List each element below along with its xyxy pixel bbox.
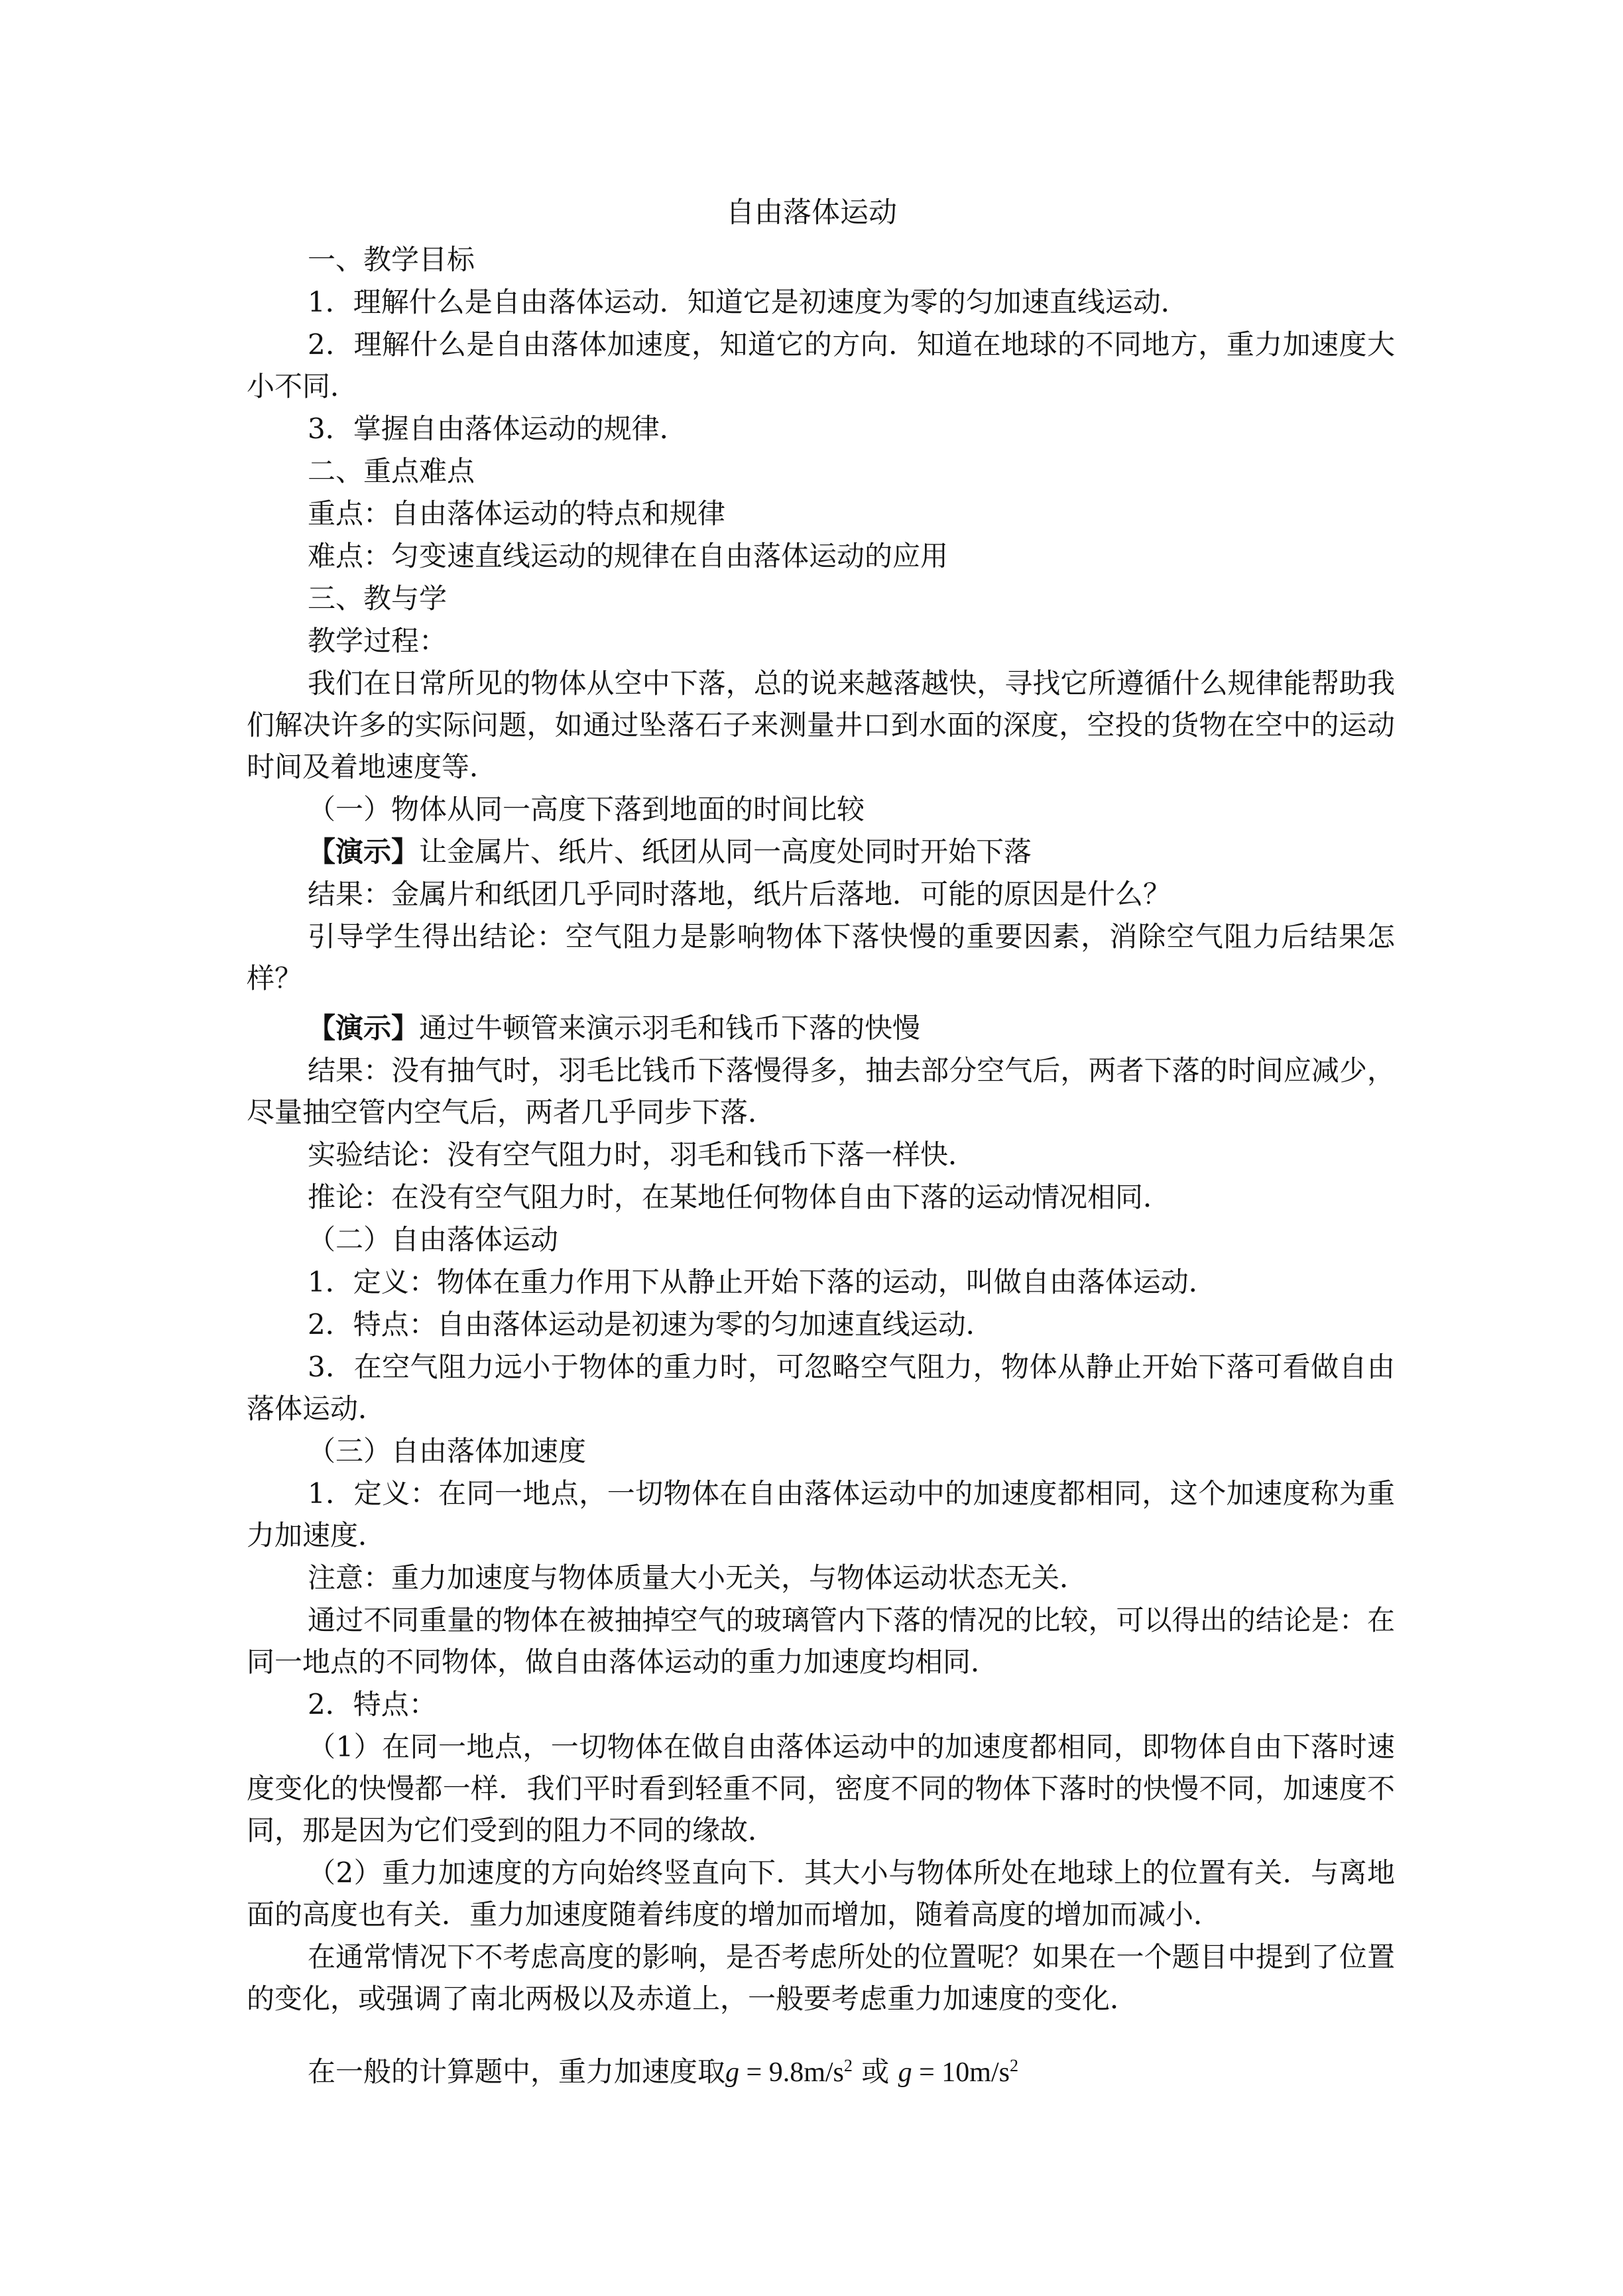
formula-equals: =: [739, 2057, 769, 2088]
formula-var-g: g: [898, 2057, 912, 2088]
key-point: 重点：自由落体运动的特点和规律: [308, 497, 726, 530]
usual-case-paragraph: 在通常情况下不考虑高度的影响，是否考虑所处的位置呢？如果在一个题目中提到了位置的变化，或强调了南北两极以及赤道上，一般要考虑重力加速度的变化．: [247, 1941, 1395, 2015]
subsection-1-heading: （一）物体从同一高度下落到地面的时间比较: [308, 793, 865, 825]
formula-unit: m/s: [969, 2057, 1010, 2088]
demo-2: [247, 1007, 1395, 1049]
formula-or: 或: [852, 2055, 898, 2088]
demo-2-text: 通过牛顿管来演示羽毛和钱币下落的快慢: [419, 1012, 921, 1044]
formula-prefix: 在一般的计算题中，重力加速度取: [308, 2055, 726, 2088]
demo-1-text: 让金属片、纸片、纸团从同一高度处同时开始下落: [419, 835, 1032, 868]
formula-var-g: g: [725, 2057, 740, 2088]
gravity-value-formula: [247, 2045, 1395, 2094]
demo-label: 【演示】: [308, 1012, 420, 1044]
demo-label: 【演示】: [308, 835, 420, 868]
objective-1: 1．理解什么是自由落体运动．知道它是初速度为零的匀加速直线运动．: [308, 286, 1189, 318]
feature-2: （2）重力加速度的方向始终竖直向下．其大小与物体所处在地球上的位置有关．与离地面的高度也有关．重力加速度随着纬度的增加而增加，随着高度的增加而减小．: [247, 1856, 1395, 1931]
demo-2-result: 结果：没有抽气时，羽毛比钱币下落慢得多，抽去部分空气后，两者下落的时间应减少，尽量抽空管内空气后，两者几乎同步下落．: [247, 1054, 1395, 1128]
demo-1-result: 结果：金属片和纸团几乎同时落地，纸片后落地．可能的原因是什么？: [308, 878, 1172, 910]
document-title: 自由落体运动: [726, 196, 897, 229]
formula-value-2: 10: [941, 2057, 970, 2088]
experiment-conclusion: 实验结论：没有空气阻力时，羽毛和钱币下落一样快．: [308, 1138, 977, 1171]
teaching-process-label: 教学过程：: [308, 625, 448, 657]
formula-unit: m/s: [804, 2057, 844, 2088]
features-heading: 2．特点：: [308, 1688, 437, 1721]
free-fall-feature: 2．特点：自由落体运动是初速为零的匀加速直线运动．: [308, 1308, 994, 1341]
objective-2: 2．理解什么是自由落体加速度，知道它的方向．知道在地球的不同地方，重力加速度大小不同．: [247, 328, 1395, 402]
section-heading-teaching: 三、教与学: [308, 582, 448, 615]
section-heading-key-points: 二、重点难点: [308, 455, 475, 487]
inference: 推论：在没有空气阻力时，在某地任何物体自由下落的运动情况相同．: [308, 1181, 1172, 1213]
formula-value-1: 9.8: [768, 2057, 804, 2088]
note: 注意：重力加速度与物体质量大小无关，与物体运动状态无关．: [308, 1561, 1088, 1594]
intro-paragraph: 我们在日常所见的物体从空中下落，总的说来越落越快，寻找它所遵循什么规律能帮助我们解决许多的实际问题，如通过坠落石子来测量井口到水面的深度，空投的货物在空中的运动时间及着地速度等．: [247, 667, 1395, 783]
difficult-point: 难点：匀变速直线运动的规律在自由落体运动的应用: [308, 540, 949, 572]
subsection-3-heading: （三）自由落体加速度: [308, 1435, 587, 1467]
guided-conclusion: 引导学生得出结论：空气阻力是影响物体下落快慢的重要因素，消除空气阻力后结果怎样？: [247, 920, 1395, 995]
feature-1: （1）在同一地点，一切物体在做自由落体运动中的加速度都相同，即物体自由下落时速度变化的快慢都一样．我们平时看到轻重不同，密度不同的物体下落时的快慢不同，加速度不同，那是因为它们受到的阻力不同的缘故．: [247, 1730, 1395, 1846]
acceleration-definition: 1．定义：在同一地点，一切物体在自由落体运动中的加速度都相同，这个加速度称为重力加速度．: [247, 1477, 1395, 1551]
section-heading-objectives: 一、教学目标: [308, 243, 475, 276]
demo-1: [247, 831, 1395, 873]
free-fall-definition: 1．定义：物体在重力作用下从静止开始下落的运动，叫做自由落体运动．: [308, 1266, 1217, 1298]
formula-equals: =: [912, 2057, 942, 2088]
subsection-2-heading: （二）自由落体运动: [308, 1223, 559, 1256]
formula-exponent: 2: [843, 2056, 853, 2075]
free-fall-approximation: 3．在空气阻力远小于物体的重力时，可忽略空气阻力，物体从静止开始下落可看做自由落体运动．: [247, 1351, 1395, 1425]
objective-3: 3．掌握自由落体运动的规律．: [308, 412, 688, 445]
glass-tube-comparison: 通过不同重量的物体在被抽掉空气的玻璃管内下落的情况的比较，可以得出的结论是：在同一地点的不同物体，做自由落体运动的重力加速度均相同．: [247, 1604, 1395, 1678]
formula-exponent: 2: [1009, 2056, 1018, 2075]
document-body: [247, 239, 1395, 2094]
